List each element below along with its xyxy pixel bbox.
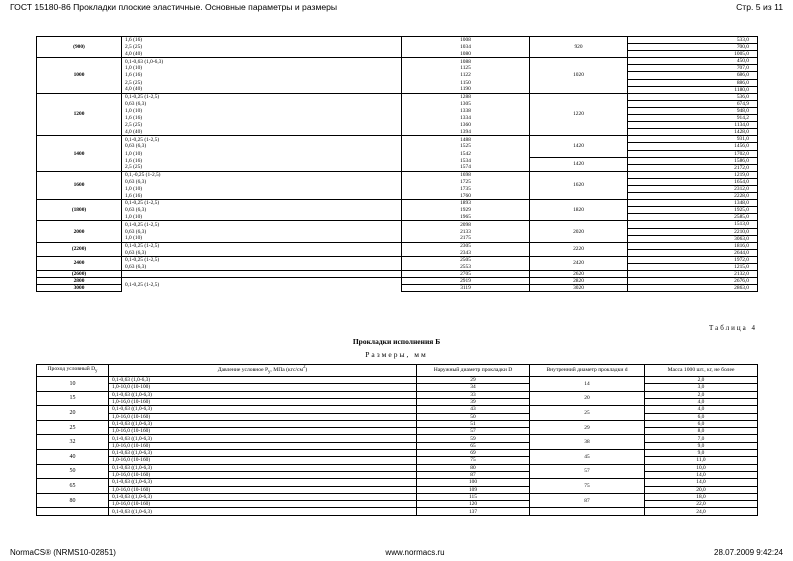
pressure-cell: 0,1-0,63 (1,0-6,3) [109,377,417,384]
inner-diameter-cell: 2820 [530,278,628,285]
outer-diameter-cell: 120 [417,501,530,508]
mass-cell: 7,0 [645,435,758,442]
mass-cell: 1654,0 [628,178,758,185]
mass-cell: 2585,0 [628,214,758,221]
outer-diameter-cell: 1525 [402,143,530,150]
mass-cell: 22,0 [645,501,758,508]
mass-cell: 1215,0 [628,264,758,271]
inner-diameter-cell: 2620 [530,271,628,278]
footer-timestamp: 28.07.2009 9:42:24 [714,547,783,557]
nominal-pass-cell: (1800) [37,200,122,221]
mass-cell: 11,0 [645,457,758,464]
outer-diameter-cell: 1008 [402,37,530,44]
nominal-pass-cell [37,508,109,515]
pressure-cell: 1,6 (16) [122,193,402,200]
outer-diameter-cell: 43 [417,406,530,413]
nominal-pass-cell: 10 [37,377,109,392]
mass-cell: 10,0 [645,464,758,471]
mass-cell: 8,0 [645,428,758,435]
nominal-pass-cell: 2800 [37,278,122,285]
table-row [37,457,758,464]
mass-cell: 948,0 [628,107,758,114]
outer-diameter-cell: 51 [417,420,530,427]
pressure-cell: 0,63 (6,3) [122,228,402,235]
pressure-cell: 1,0-16,0 (10-160) [109,471,417,478]
table-row [37,65,758,72]
mass-cell: 536,0 [628,93,758,100]
nominal-pass-cell: 25 [37,420,109,435]
mass-cell: 886,0 [628,79,758,86]
mass-cell: 3,0 [645,384,758,391]
outer-diameter-cell: 109 [417,486,530,493]
table-row [37,214,758,221]
pressure-cell: 0,1-0,63 (1,0-6,3) [122,58,402,65]
outer-diameter-cell: 1725 [402,178,530,185]
pressure-cell: 0,1,-0,25 (1-2,5) [122,171,402,178]
mass-cell: 4,0 [645,398,758,405]
table-row [37,207,758,214]
outer-diameter-cell: 1360 [402,122,530,129]
outer-diameter-cell: 2919 [402,278,530,285]
mass-cell: 2132,0 [628,271,758,278]
outer-diameter-cell: 59 [417,435,530,442]
table-row [37,136,758,143]
mass-cell: 2228,0 [628,193,758,200]
mass-cell: 1513,0 [628,221,758,228]
outer-diameter-cell: 1760 [402,193,530,200]
pressure-cell: 0,1-0,63 ((1,0-6,3) [109,391,417,398]
pressure-cell: 0,1-0,63 ((1,0-6,3) [109,508,417,515]
inner-diameter-cell: 3020 [530,285,628,292]
mass-cell: 2676,0 [628,278,758,285]
outer-diameter-cell: 1574 [402,164,530,171]
mass-cell: 2863,0 [628,285,758,292]
mass-cell: 2172,0 [628,164,758,171]
pressure-cell: 1,0-16,0 (10-160) [109,413,417,420]
nominal-pass-cell: 15 [37,391,109,406]
inner-diameter-cell: 1820 [530,200,628,221]
table-row [37,486,758,493]
mass-cell: 931,0 [628,136,758,143]
outer-diameter-cell: 1488 [402,136,530,143]
document-title: ГОСТ 15180-86 Прокладки плоские эластичные. Основные параметры и размеры [10,2,338,12]
inner-diameter-cell: 75 [530,479,645,494]
outer-diameter-cell: 1338 [402,107,530,114]
outer-diameter-cell: 2175 [402,235,530,242]
page-header [10,0,783,14]
table-row [37,93,758,100]
pressure-cell: 0,1-0,63 ((1,0-6,3) [109,464,417,471]
inner-diameter-cell: 20 [530,391,645,406]
table-row [37,150,758,157]
mass-cell: 24,0 [645,508,758,515]
table-row [37,464,758,471]
pressure-cell: 2,5 (25) [122,79,402,86]
inner-diameter-cell: 57 [530,464,645,479]
pressure-cell: 1,0 (10) [122,185,402,192]
header-nominal-pass: Проход условный $D_у$ [37,365,109,377]
inner-diameter-cell: 1020 [530,58,628,93]
mass-cell: 1180,0 [628,86,758,93]
mass-cell: 4,0 [645,406,758,413]
outer-diameter-cell: 34 [417,384,530,391]
inner-diameter-cell: 29 [530,420,645,435]
pressure-cell: 1,0 (10) [122,235,402,242]
table-row [37,79,758,86]
outer-diameter-cell: 1334 [402,115,530,122]
table-row [37,164,758,171]
table-row [37,391,758,398]
inner-diameter-cell: 45 [530,450,645,465]
table-row [37,384,758,391]
pressure-cell: 0,63 (6,3) [122,100,402,107]
mass-cell: 1005,0 [628,51,758,58]
mass-cell: 1586,0 [628,157,758,164]
table-4 [36,364,758,516]
nominal-pass-cell: 20 [37,406,109,421]
outer-diameter-cell: 1394 [402,129,530,136]
pressure-cell: 1,0-16,0 (10-160) [109,457,417,464]
nominal-pass-cell: 1200 [37,93,122,136]
mass-cell: 1348,0 [628,200,758,207]
table-row [37,398,758,405]
table-row [37,435,758,442]
pressure-cell: 2,5 (25) [122,122,402,129]
pressure-cell: 0,1-0,25 (1-2,5) [122,136,402,143]
table-continuation [36,36,758,292]
table-row [37,508,758,515]
mass-cell: 2,0 [645,377,758,384]
pressure-cell: 1,0 (10) [122,107,402,114]
table-row [37,157,758,164]
mass-cell: 6,0 [645,413,758,420]
nominal-pass-cell: 40 [37,450,109,465]
outer-diameter-cell: 33 [417,391,530,398]
mass-cell: 533,0 [628,37,758,44]
mass-cell: 1816,0 [628,242,758,249]
table-row [37,278,758,285]
table-row [37,100,758,107]
section-subtitle: Размеры, мм [365,350,428,359]
table-row [37,228,758,235]
outer-diameter-cell: 1534 [402,157,530,164]
pressure-cell [122,271,402,278]
table-row [37,178,758,185]
pressure-cell: 1,0-16,0 (10-160) [109,486,417,493]
pressure-cell: 1,0-10,0 (10-100) [109,384,417,391]
pressure-cell: 1,6 (16) [122,72,402,79]
outer-diameter-cell: 1735 [402,185,530,192]
outer-diameter-cell: 2343 [402,249,530,256]
table-row [37,200,758,207]
pressure-cell: 0,1-0,25 (1-2,5) [122,221,402,228]
table-row [37,271,758,278]
mass-cell: 450,0 [628,58,758,65]
outer-diameter-cell: 2553 [402,264,530,271]
outer-diameter-cell: 1965 [402,214,530,221]
mass-cell: 707,0 [628,65,758,72]
table-row [37,493,758,500]
table-row [37,185,758,192]
pressure-cell: 0,1-0,63 ((1,0-6,3) [109,435,417,442]
outer-diameter-cell: 1288 [402,93,530,100]
mass-cell: 9,0 [645,442,758,449]
table-row [37,115,758,122]
pressure-cell: 0,1-0,63 ((1,0-6,3) [109,420,417,427]
outer-diameter-cell: 1698 [402,171,530,178]
header-mass: Масса 1000 шт., кг, не более [645,365,758,377]
table-row [37,256,758,263]
inner-diameter-cell: 2220 [530,242,628,256]
outer-diameter-cell: 100 [417,479,530,486]
pressure-cell: 0,1-0,63 ((1,0-6,3) [109,450,417,457]
mass-cell: 20,0 [645,486,758,493]
pressure-cell: 2,5 (25) [122,44,402,51]
mass-cell: 14,0 [645,471,758,478]
header-pressure: Давление условное $P_у$, МПа $(кгс/см^2)$ [109,365,417,377]
mass-cell: 3063,0 [628,235,758,242]
table-row [37,479,758,486]
mass-cell: 686,0 [628,72,758,79]
mass-cell: 1702,0 [628,150,758,157]
pressure-cell: 1,0-16,0 (10-160) [109,501,417,508]
pressure-cell: 1,6 (16) [122,37,402,44]
header-outer-diameter: Наружный диаметр прокладки D [417,365,530,377]
pressure-cell: 4,0 (40) [122,51,402,58]
table-row [37,107,758,114]
outer-diameter-cell: 57 [417,428,530,435]
pressure-cell: 2,5 (25) [122,164,402,171]
nominal-pass-cell: 80 [37,493,109,508]
outer-diameter-cell: 1893 [402,200,530,207]
table-row [37,249,758,256]
pressure-cell: 1,0 (10) [122,65,402,72]
outer-diameter-cell: 1150 [402,79,530,86]
nominal-pass-cell: 1400 [37,136,122,171]
inner-diameter-cell: 1620 [530,171,628,199]
pressure-cell: 0,63 (6,3) [122,264,402,271]
page-footer [10,546,783,558]
mass-cell: 1428,0 [628,129,758,136]
pressure-cell: 1,6 (16) [122,115,402,122]
nominal-pass-cell: 3000 [37,285,122,292]
outer-diameter-cell: 115 [417,493,530,500]
table-row [37,51,758,58]
mass-cell: 9,0 [645,450,758,457]
nominal-pass-cell: 65 [37,479,109,494]
pressure-cell: 0,1-0,63 ((1,0-6,3) [109,406,417,413]
footer-product: NormaCS® (NRMS10-02851) [10,547,116,557]
table-row [37,143,758,150]
outer-diameter-cell: 1034 [402,44,530,51]
pressure-cell: 0,1-0,25 (1-2,5) [122,93,402,100]
pressure-cell: 0,1-0,63 ((1,0-6,3) [109,493,417,500]
table-row [37,171,758,178]
outer-diameter-cell: 1088 [402,58,530,65]
nominal-pass-cell: (2600) [37,271,122,278]
table-row [37,235,758,242]
mass-cell: 1925,0 [628,207,758,214]
table-row [37,406,758,413]
mass-cell: 2,0 [645,391,758,398]
mass-cell: 14,0 [645,479,758,486]
mass-cell: 2644,0 [628,249,758,256]
outer-diameter-cell: 1122 [402,72,530,79]
outer-diameter-cell: 80 [417,464,530,471]
inner-diameter-cell: 1420 [530,136,628,157]
pressure-cell: 1,0 (10) [122,214,402,221]
pressure-cell: 1,0-16,0 (10-160) [109,398,417,405]
pressure-cell: 1,0-16,0 (10-160) [109,442,417,449]
mass-cell: 1219,0 [628,171,758,178]
outer-diameter-cell: 2505 [402,256,530,263]
outer-diameter-cell: 1080 [402,51,530,58]
table-row [37,86,758,93]
nominal-pass-cell: 1600 [37,171,122,199]
outer-diameter-cell: 39 [417,398,530,405]
table-row [37,37,758,44]
mass-cell: 1456,0 [628,143,758,150]
table-row [37,58,758,65]
outer-diameter-cell: 69 [417,450,530,457]
outer-diameter-cell: 75 [417,457,530,464]
table-row [37,501,758,508]
table-row [37,242,758,249]
section-title: Прокладки исполнения Б [352,337,441,346]
nominal-pass-cell: (900) [37,37,122,58]
outer-diameter-cell: 29 [417,377,530,384]
mass-cell: 1972,0 [628,256,758,263]
inner-diameter-cell: 14 [530,377,645,392]
pressure-cell: 0,1-0,63 ((1,0-6,3) [109,479,417,486]
mass-cell: 1134,0 [628,122,758,129]
inner-diameter-cell [530,508,645,515]
pressure-cell: 0,1-0,25 (1-2,5) [122,278,402,292]
table-row [37,193,758,200]
nominal-pass-cell: 2400 [37,256,122,270]
table-row [37,413,758,420]
table-row [37,44,758,51]
pressure-cell: 1,0-16,0 (10-160) [109,428,417,435]
table-row [37,264,758,271]
table-caption: Таблица 4 [709,324,757,332]
nominal-pass-cell: 32 [37,435,109,450]
inner-diameter-cell: 1220 [530,93,628,136]
nominal-pass-cell: (2200) [37,242,122,256]
table-row [37,442,758,449]
outer-diameter-cell: 2705 [402,271,530,278]
outer-diameter-cell: 1305 [402,100,530,107]
pressure-cell: 4,0 (40) [122,129,402,136]
outer-diameter-cell: 2133 [402,228,530,235]
mass-cell: 18,0 [645,493,758,500]
outer-diameter-cell: 2305 [402,242,530,249]
outer-diameter-cell: 1190 [402,86,530,93]
pressure-cell: 0,63 (6,3) [122,249,402,256]
footer-website: www.normacs.ru [385,547,445,557]
pressure-cell: 4,0 (40) [122,86,402,93]
table-row [37,420,758,427]
table-row [37,471,758,478]
header-inner-diameter: Внутренний диаметр прокладки d [530,365,645,377]
outer-diameter-cell: 2098 [402,221,530,228]
inner-diameter-cell: 920 [530,37,628,58]
pressure-cell: 0,1-0,25 (1-2,5) [122,200,402,207]
pressure-cell: 0,63 (6,3) [122,207,402,214]
table-row [37,122,758,129]
nominal-pass-cell: 1000 [37,58,122,93]
outer-diameter-cell: 1125 [402,65,530,72]
page-indicator: Стр. 5 из 11 [736,2,783,12]
mass-cell: 914,2 [628,115,758,122]
outer-diameter-cell: 1929 [402,207,530,214]
outer-diameter-cell: 137 [417,508,530,515]
mass-cell: 700,0 [628,44,758,51]
nominal-pass-cell: 2000 [37,221,122,242]
mass-cell: 674,9 [628,100,758,107]
outer-diameter-cell: 65 [417,442,530,449]
table-row [37,72,758,79]
pressure-cell: 1,0 (10) [122,150,402,157]
pressure-cell: 0,1-0,25 (1-2,5) [122,242,402,249]
table-row [37,428,758,435]
table-row [37,377,758,384]
inner-diameter-cell: 2420 [530,256,628,270]
inner-diameter-cell: 87 [530,493,645,508]
pressure-cell: 0,63 (6,3) [122,143,402,150]
outer-diameter-cell: 87 [417,471,530,478]
table-header-row [37,365,758,377]
mass-cell: 2312,0 [628,185,758,192]
pressure-cell: 0,1-0,25 (1-2,5) [122,256,402,263]
outer-diameter-cell: 3119 [402,285,530,292]
mass-cell: 6,0 [645,420,758,427]
table-row [37,450,758,457]
nominal-pass-cell: 50 [37,464,109,479]
inner-diameter-cell: 2020 [530,221,628,242]
pressure-cell: 1,6 (16) [122,157,402,164]
table-row [37,129,758,136]
outer-diameter-cell: 50 [417,413,530,420]
pressure-cell: 0,63 (6,3) [122,178,402,185]
inner-diameter-cell: 38 [530,435,645,450]
mass-cell: 2210,0 [628,228,758,235]
inner-diameter-cell: 1420 [530,157,628,171]
table-row [37,221,758,228]
outer-diameter-cell: 1542 [402,150,530,157]
inner-diameter-cell: 25 [530,406,645,421]
